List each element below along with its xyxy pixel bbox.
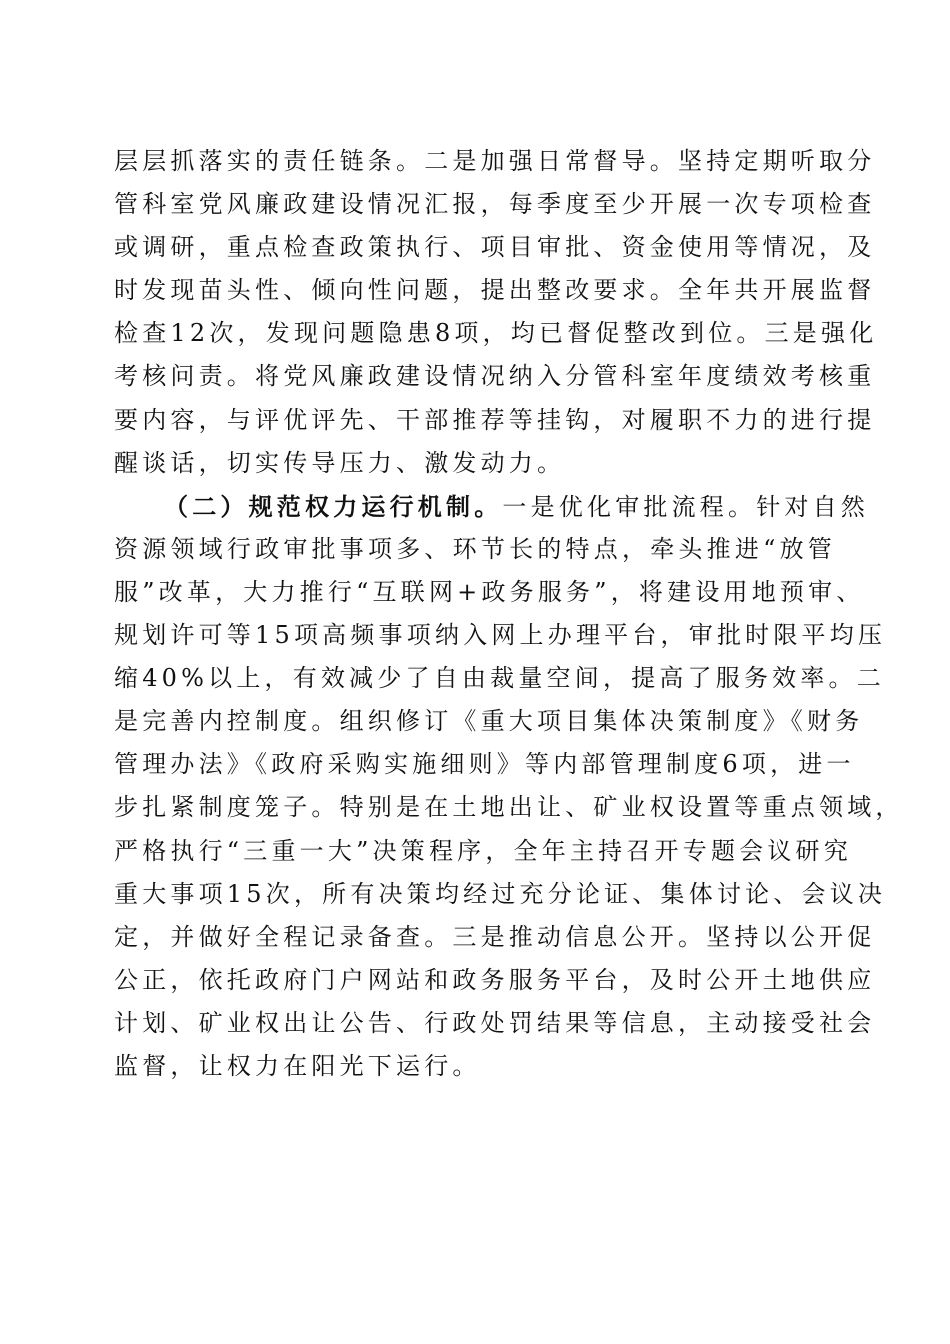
text-line: 层层抓落实的责任链条。二是加强日常督导。坚持定期听取分	[114, 147, 876, 175]
text-line: 公正，依托政府门户网站和政务服务平台，及时公开土地供应	[114, 965, 876, 994]
text-line: 定，并做好全程记录备查。三是推动信息公开。坚持以公开促	[114, 922, 876, 951]
text-line: 一是优化审批流程。针对自然	[502, 492, 870, 521]
text-line: 管理办法》《政府采购实施细则》等内部管理制度6项，进一	[114, 750, 855, 779]
text-line: 考核问责。将党风廉政建设情况纳入分管科室年度绩效考核重	[114, 362, 876, 391]
text-line: 醒谈话，切实传导压力、激发动力。	[114, 448, 566, 477]
text-line: 资源领域行政审批事项多、环节长的特点，牵头推进“放管	[114, 534, 836, 563]
paragraph-supervision	[114, 140, 878, 485]
text-line: 监督，让权力在阳光下运行。	[114, 1051, 481, 1080]
section-heading: （二）规范权力运行机制。	[164, 491, 503, 521]
text-line: 重大事项15次，所有决策均经过充分论证、集体讨论、会议决	[114, 879, 887, 908]
text-line: 规划许可等15项高频事项纳入网上办理平台，审批时限平均压	[114, 621, 887, 650]
text-line: 服”改革，大力推行“互联网+政务服务”，将建设用地预审、	[114, 577, 865, 606]
text-line: 时发现苗头性、倾向性问题，提出整改要求。全年共开展监督	[114, 276, 876, 305]
section-heading-line	[114, 485, 870, 528]
text-line: 计划、矿业权出让公告、行政处罚结果等信息，主动接受社会	[114, 1008, 876, 1037]
text-line: 要内容，与评优评先、干部推荐等挂钩，对履职不力的进行提	[114, 405, 876, 434]
text-line: 严格执行“三重一大”决策程序，全年主持召开专题会议研究	[114, 836, 852, 865]
text-line: 管科室党风廉政建设情况汇报，每季度至少开展一次专项检查	[114, 190, 876, 219]
document-page	[114, 140, 904, 1088]
text-line: 是完善内控制度。组织修订《重大项目集体决策制度》《财务	[114, 707, 864, 736]
text-line: 步扎紧制度笼子。特别是在土地出让、矿业权设置等重点领域，	[114, 793, 904, 822]
paragraph-power-operation	[114, 485, 904, 1088]
text-line: 或调研，重点检查政策执行、项目审批、资金使用等情况，及	[114, 233, 876, 262]
text-line: 缩40%以上，有效减少了自由裁量空间，提高了服务效率。二	[114, 664, 885, 693]
text-line: 检查12次，发现问题隐患8项，均已督促整改到位。三是强化	[114, 319, 878, 348]
